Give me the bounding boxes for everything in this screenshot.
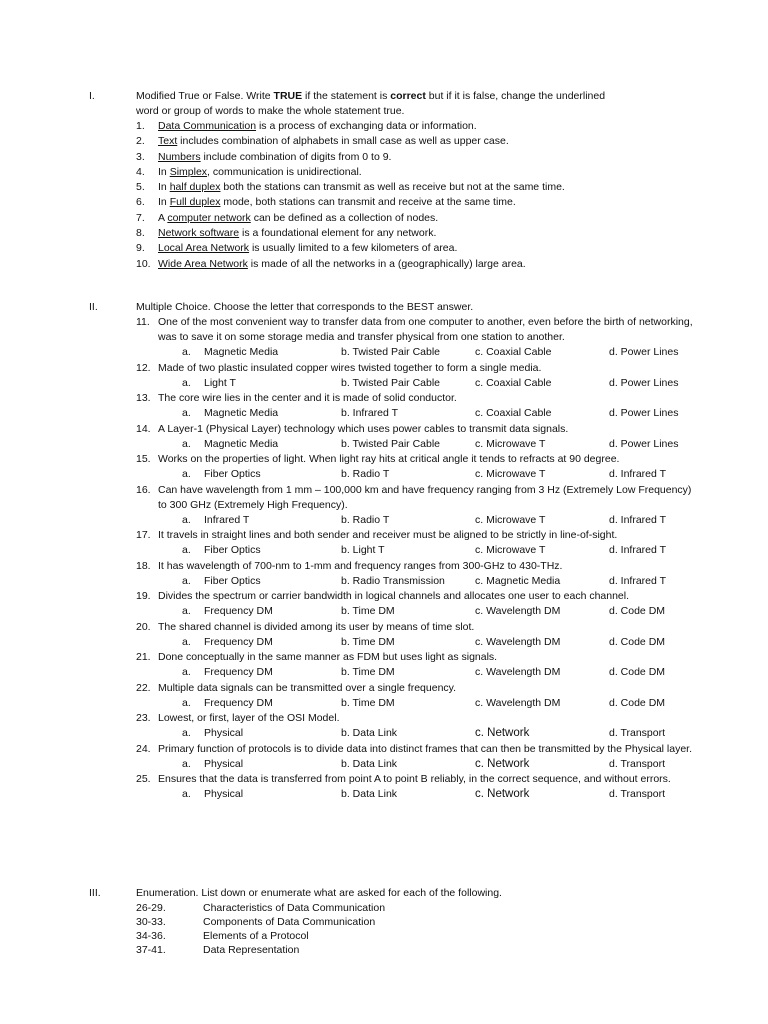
question [136,650,701,681]
choice-a: Magnetic Media [204,346,279,358]
statement-suffix: mode, both stations can transmit and receive at the same time. [220,196,516,209]
choice-b: b. Light T [341,544,385,556]
instruction-correct-word: correct [390,90,426,102]
choice-a: Fiber Optics [204,468,261,480]
true-false-item [136,226,701,241]
question-text: The shared channel is divided among its user by means of time slot. [158,620,475,633]
item-statement [158,211,438,226]
enumeration-range: 30-33. [136,916,166,928]
item-number: 2. [136,135,145,148]
statement-suffix: includes combination of alphabets in small case as well as upper case. [177,135,509,148]
enumeration-list [136,901,701,957]
section-numeral: I. [89,90,95,102]
statement-suffix: is a process of exchanging data or information. [256,120,477,132]
choice-a: Physical [204,757,244,770]
question-text: Works on the properties of light. When light ray hits at critical angle it tends to refracts at 90 degree. [158,453,620,465]
choice-b: b. Twisted Pair Cable [341,437,441,450]
item-statement [158,241,457,256]
choice-a: Frequency DM [204,696,273,709]
item-statement [158,119,477,134]
statement-suffix: is a foundational element for any network. [239,227,437,240]
section-instructions-line2: word or group of words to make the whole statement true. [136,105,405,117]
question-text: A Layer-1 (Physical Layer) technology which uses power cables to transmit data signals. [158,422,569,435]
choice-c: c. Network [475,788,530,800]
section-instructions: Multiple Choice. Choose the letter that corresponds to the BEST answer. [136,301,474,313]
underlined-term: computer network [167,211,251,224]
statement-suffix: both the stations can transmit as well as receive but not at the same time. [220,181,565,194]
question [136,391,701,422]
enumeration-item [136,915,701,929]
question-text: Can have wavelength from 1 mm – 100,000 km and have frequency ranging from 3 Hz (Extremely Low Frequency) to 300 GHz (Extremely High Frequency). [158,483,692,511]
item-number: 3. [136,150,145,163]
section-body [136,886,701,957]
choice-a-letter: a. [182,605,191,617]
choice-b: b. Data Link [341,727,398,739]
true-false-item [136,134,701,149]
choice-b: b. Time DM [341,666,395,678]
question [136,589,701,620]
enumeration-label: Elements of a Protocol [203,930,309,942]
choice-a: Frequency DM [204,666,273,678]
question [136,742,701,773]
answer-choices [136,543,701,559]
choice-a-letter: a. [182,346,191,358]
item-number: 4. [136,165,145,178]
answer-choices [136,437,701,453]
instruction-text: if the statement is [302,90,391,102]
underlined-term: Data Communication [158,120,257,132]
question-text: One of the most convenient way to transfer data from one computer to another, even before the birth of networking, was to save it on some storage media and transfer physical from one station to another. [158,316,693,343]
choice-a-letter: a. [182,437,191,450]
question-number: 24. [136,742,151,755]
choice-c: c. Coaxial Cable [475,407,552,419]
question-number: 21. [136,651,151,663]
item-statement [158,226,436,241]
section-instructions: Enumeration. List down or enumerate what are asked for each of the following. [136,887,502,899]
choice-c: c. Network [475,727,530,739]
question-number: 23. [136,712,151,724]
section-numeral: II. [89,301,98,313]
underlined-term: Simplex [169,165,208,178]
question-text: Lowest, or first, layer of the OSI Model. [158,712,340,724]
choice-a: Light T [204,376,236,389]
choice-d: d. Transport [609,788,666,800]
answer-choices [136,696,701,712]
question [136,452,701,483]
true-false-item [136,195,701,210]
choice-d: d. Power Lines [609,437,679,450]
question-number: 14. [136,422,151,435]
answer-choices [136,376,701,392]
choice-b: b. Time DM [341,696,395,709]
enumeration-item [136,943,701,957]
choice-a: Fiber Optics [204,544,261,556]
question-text: Ensures that the data is transferred from point A to point B reliably, in the correct sequence, and without errors. [158,773,671,785]
underlined-term: Numbers [158,150,201,163]
answer-choices [136,574,701,590]
choice-a-letter: a. [182,468,191,480]
enumeration-range: 34-36. [136,930,166,942]
choice-c: c. Wavelength DM [475,635,561,648]
question-number: 18. [136,559,151,572]
question [136,528,701,559]
question-text: Done conceptually in the same manner as FDM but uses light as signals. [158,651,498,663]
choice-b: b. Data Link [341,757,398,770]
question-text: Multiple data signals can be transmitted over a single frequency. [158,681,457,694]
choice-a-letter: a. [182,788,191,800]
choice-b: b. Twisted Pair Cable [341,376,441,389]
true-false-item [136,119,701,134]
question-text: The core wire lies in the center and it is made of solid conductor. [158,392,457,404]
question-number: 11. [136,316,150,328]
choice-a-letter: a. [182,376,191,389]
choice-d: d. Infrared T [609,513,667,526]
multiple-choice-list [136,315,701,803]
choice-a: Physical [204,788,244,800]
enumeration-label: Components of Data Communication [203,916,376,928]
question-text: It travels in straight lines and both sender and receiver must be aligned to be strictly in line-of-sight. [158,529,618,541]
answer-choices [136,726,701,742]
true-false-item [136,180,701,195]
choice-d: d. Power Lines [609,407,679,419]
choice-a: Fiber Optics [204,574,261,587]
section-body [136,89,701,272]
question [136,681,701,712]
choice-b: b. Radio Transmission [341,574,445,587]
question [136,483,701,529]
choice-a-letter: a. [182,513,191,526]
choice-d: d. Infrared T [609,468,667,480]
choice-a-letter: a. [182,574,191,587]
statement-prefix: A [158,211,168,224]
enumeration-item [136,929,701,943]
enumeration-label: Data Representation [203,944,300,956]
instruction-text: Modified True or False. Write [136,90,274,102]
true-false-item [136,241,701,256]
enumeration-item [136,901,701,915]
choice-d: d. Code DM [609,666,666,678]
item-number: 10. [136,257,151,270]
choice-c: c. Microwave T [475,513,546,526]
choice-c: c. Magnetic Media [475,574,561,587]
choice-c: c. Microwave T [475,468,546,480]
choice-c: c. Coaxial Cable [475,376,552,389]
choice-c: c. Microwave T [475,437,546,450]
statement-prefix: In [158,165,170,178]
choice-a: Infrared T [204,513,250,526]
true-false-item [136,150,701,165]
choice-a: Physical [204,727,244,739]
statement-suffix: include combination of digits from 0 to 9. [200,150,392,163]
item-statement [158,165,362,180]
instruction-text: but if it is false, change the underlined [425,90,606,102]
answer-choices [136,635,701,651]
question-number: 19. [136,590,151,602]
choice-a: Magnetic Media [204,437,279,450]
choice-b: b. Infrared T [341,407,399,419]
enumeration-range: 37-41. [136,944,166,956]
answer-choices [136,513,701,529]
question-number: 20. [136,620,151,633]
section-numeral: III. [89,887,101,899]
choice-d: d. Code DM [609,635,666,648]
answer-choices [136,467,701,483]
underlined-term: half duplex [169,181,221,194]
choice-d: d. Power Lines [609,346,679,358]
item-number: 7. [136,211,145,224]
enumeration-label: Characteristics of Data Communication [203,902,386,914]
question-number: 25. [136,773,151,785]
true-false-item [136,257,701,272]
choice-c: c. Wavelength DM [475,666,561,678]
statement-suffix: can be defined as a collection of nodes. [250,211,439,224]
item-statement [158,195,516,210]
answer-choices [136,345,701,361]
answer-choices [136,665,701,681]
question [136,772,701,803]
question [136,620,701,651]
statement-suffix: is usually limited to a few kilometers of area. [249,242,458,255]
choice-b: b. Twisted Pair Cable [341,346,441,358]
item-statement [158,180,565,195]
enumeration-range: 26-29. [136,902,166,914]
question-number: 15. [136,453,151,465]
choice-d: d. Power Lines [609,376,679,389]
question [136,315,701,361]
choice-b: b. Time DM [341,605,395,617]
true-false-item [136,211,701,226]
choice-b: b. Time DM [341,635,395,648]
choice-c: c. Wavelength DM [475,605,561,617]
statement-suffix: is made of all the networks in a (geographically) large area. [247,257,526,270]
choice-b: b. Radio T [341,513,390,526]
item-number: 6. [136,196,145,209]
choice-c: c. Wavelength DM [475,696,561,709]
item-number: 1. [136,120,145,132]
answer-choices [136,757,701,773]
statement-prefix: In [158,181,170,194]
choice-a-letter: a. [182,544,191,556]
answer-choices [136,604,701,620]
question [136,711,701,742]
item-statement [158,257,526,272]
choice-a-letter: a. [182,727,191,739]
choice-a-letter: a. [182,666,191,678]
choice-c: c. Microwave T [475,544,546,556]
underlined-term: Wide Area Network [158,257,248,270]
answer-choices [136,787,701,803]
question-text: Primary function of protocols is to divide data into distinct frames that can then be transmitted by the Physical layer. [158,742,693,755]
choice-a-letter: a. [182,757,191,770]
instruction-true-word: TRUE [273,90,303,102]
statement-suffix: , communication is unidirectional. [207,165,362,178]
choice-d: d. Infrared T [609,574,667,587]
choice-b: b. Data Link [341,788,398,800]
choice-a-letter: a. [182,635,191,648]
choice-c: c. Coaxial Cable [475,346,552,358]
question-number: 16. [136,483,151,496]
question-text: Made of two plastic insulated copper wires twisted together to form a single media. [158,361,542,374]
section-instructions [136,89,701,104]
question-text: It has wavelength of 700-nm to 1-mm and frequency ranges from 300-GHz to 430-THz. [158,559,563,572]
choice-a-letter: a. [182,407,191,419]
choice-d: d. Transport [609,757,666,770]
choice-b: b. Radio T [341,468,390,480]
statement-prefix: In [158,196,170,209]
item-number: 9. [136,242,145,255]
choice-d: d. Code DM [609,605,666,617]
question-text: Divides the spectrum or carrier bandwidth in logical channels and allocates one user to each channel. [158,590,630,602]
item-number: 8. [136,227,145,240]
choice-a: Frequency DM [204,635,273,648]
true-false-item [136,165,701,180]
choice-a: Magnetic Media [204,407,279,419]
choice-c: c. Network [475,757,530,770]
underlined-term: Local Area Network [158,242,250,255]
choice-d: d. Transport [609,727,666,739]
underlined-term: Full duplex [169,196,221,209]
question-number: 13. [136,392,151,404]
item-number: 5. [136,181,145,194]
underlined-term: Text [158,135,178,148]
question [136,422,701,453]
question [136,559,701,590]
answer-choices [136,406,701,422]
choice-d: d. Code DM [609,696,666,709]
true-false-list [136,119,701,272]
choice-a: Frequency DM [204,605,273,617]
question-number: 12. [136,361,151,374]
question-number: 22. [136,681,151,694]
choice-a-letter: a. [182,696,191,709]
section-body [136,300,701,803]
item-statement [158,150,391,165]
question [136,361,701,392]
underlined-term: Network software [158,227,240,240]
item-statement [158,134,509,149]
choice-d: d. Infrared T [609,544,667,556]
question-number: 17. [136,529,151,541]
